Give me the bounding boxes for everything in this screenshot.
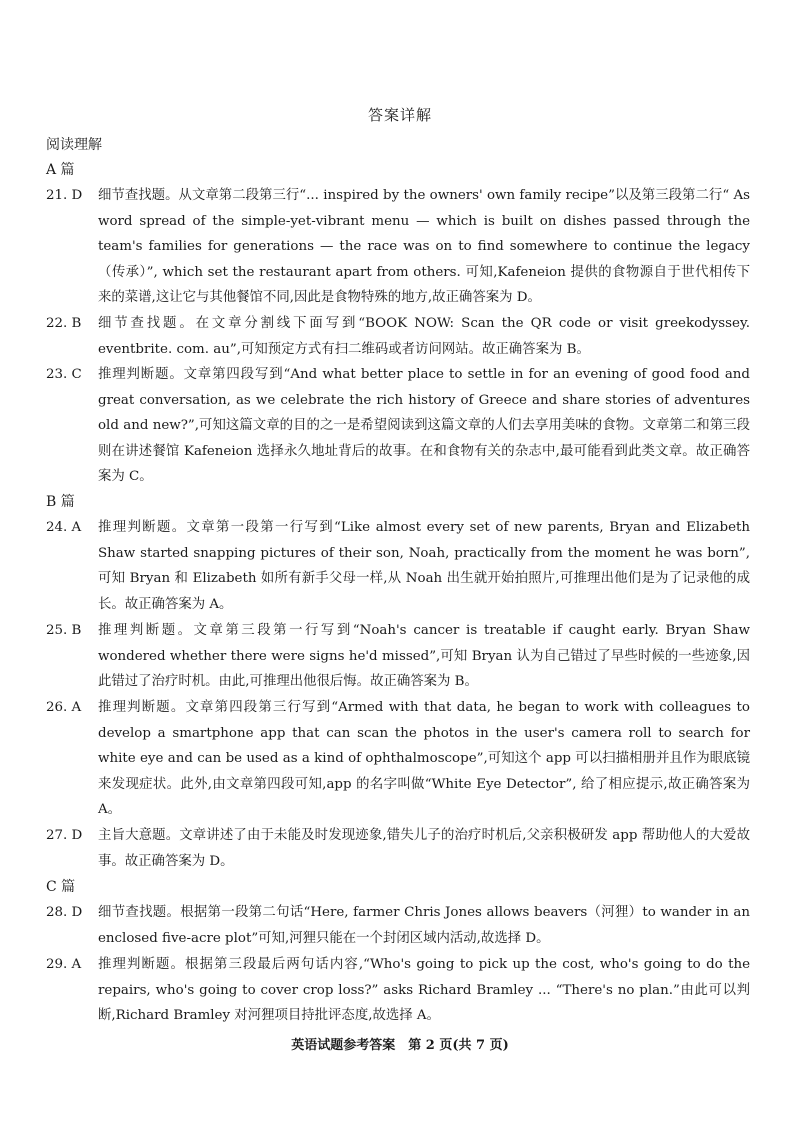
- part-label-a: A 篇: [46, 162, 75, 178]
- part-label-c: C 篇: [46, 879, 76, 895]
- part-label-b: B 篇: [46, 494, 75, 510]
- page-footer: 英语试题参考答案 第 2 页(共 7 页): [291, 1038, 509, 1053]
- answer-number: 29. A: [46, 957, 82, 972]
- answer-item-25: [46, 618, 750, 695]
- answer-item-21: [46, 183, 750, 311]
- answer-explanation: 细节查找题。在文章分割线下面写到“BOOK NOW: Scan the QR code or visit greekodyssey. eventbrite. com. au”,可知预定方式有扫二维码或者访问网站。故正确答案为 B。: [98, 316, 750, 357]
- answer-number: 24. A: [46, 520, 82, 535]
- answer-item-24: [46, 515, 750, 617]
- answer-explanation: 推理判断题。文章第一段第一行写到“Like almost every set of new parents, Bryan and Elizabeth Shaw started snapping pictures of their son, Noah, practically from the moment he was born”,可知 Bryan 和 Elizabeth 如所有新手父母一样,从 Noah 出生就开始拍照片,可推理出他们是为了记录他的成长。故正确答案为 A。: [98, 520, 750, 612]
- answer-item-26: [46, 695, 750, 823]
- answer-number: 27. D: [46, 828, 83, 843]
- answer-number: 25. B: [46, 623, 82, 638]
- answer-explanation: 细节查找题。根据第一段第二句话“Here, farmer Chris Jones allows beavers（河狸）to wander in an enclosed five-acre plot”可知,河狸只能在一个封闭区域内活动,故选择 D。: [98, 905, 750, 946]
- answer-item-28: [46, 900, 750, 951]
- answer-item-27: [46, 823, 750, 874]
- answer-explanation: 推理判断题。文章第四段写到“And what better place to settle in for an evening of good food and great conversation, as we celebrate the rich history of Greece and share stories of adventures old and new?”,可知这篇文章的目的之一是希望阅读到这篇文章的人们去享用美味的食物。文章第二和第三段则在讲述餐馆 Kafeneion 选择永久地址背后的故事。在和食物有关的杂志中,最可能看到此类文章。故正确答案为 C。: [98, 367, 750, 485]
- answer-explanation: 推理判断题。根据第三段最后两句话内容,“Who's going to pick up the cost, who's going to do the repairs, who's going to cover crop loss?” asks Richard Bramley ... “There's no plan.”由此可以判断,Richard Bramley 对河狸项目持批评态度,故选择 A。: [98, 957, 750, 1024]
- answer-explanation: 主旨大意题。文章讲述了由于未能及时发现迹象,错失儿子的治疗时机后,父亲积极研发 app 帮助他人的大爱故事。故正确答案为 D。: [98, 828, 750, 869]
- answer-explanation: 推理判断题。文章第三段第一行写到“Noah's cancer is treatable if caught early. Bryan Shaw wondered whether there were signs he'd missed”,可知 Bryan 认为自己错过了早些时候的一些迹象,因此错过了治疗时机。由此,可推理出他很后悔。故正确答案为 B。: [98, 623, 750, 690]
- answer-number: 21. D: [46, 188, 83, 203]
- answer-item-22: [46, 311, 750, 362]
- answer-number: 28. D: [46, 905, 83, 920]
- answer-explanation: 细节查找题。从文章第二段第三行“... inspired by the owners' own family recipe”以及第三段第二行“ As word spread of the simple-yet-vibrant menu — which is built on dishes passed through the team's families for generations — the race was on to find somewhere to continue the legacy（传承）”, which set the restaurant apart from others. 可知,Kafeneion 提供的食物源自于世代相传下来的菜谱,这让它与其他餐馆不同,因此是食物特殊的地方,故正确答案为 D。: [98, 188, 750, 306]
- answer-number: 26. A: [46, 700, 82, 715]
- answer-explanation: 推理判断题。文章第四段第三行写到“Armed with that data, he began to work with colleagues to develop a smartphone app that can scan the photos in the user's camera roll to search for white eye and can be used as a kind of ophthalmoscope”,可知这个 app 可以扫描相册并且作为眼底镜来发现症状。此外,由文章第四段可知,app 的名字叫做“White Eye Detector”, 给了相应提示,故正确答案为 A。: [98, 700, 750, 818]
- answer-number: 23. C: [46, 367, 82, 382]
- page-title: 答案详解: [367, 106, 432, 124]
- answer-item-29: [46, 952, 750, 1029]
- answer-item-23: [46, 362, 750, 490]
- section-heading: 阅读理解: [46, 137, 102, 153]
- answer-number: 22. B: [46, 316, 82, 331]
